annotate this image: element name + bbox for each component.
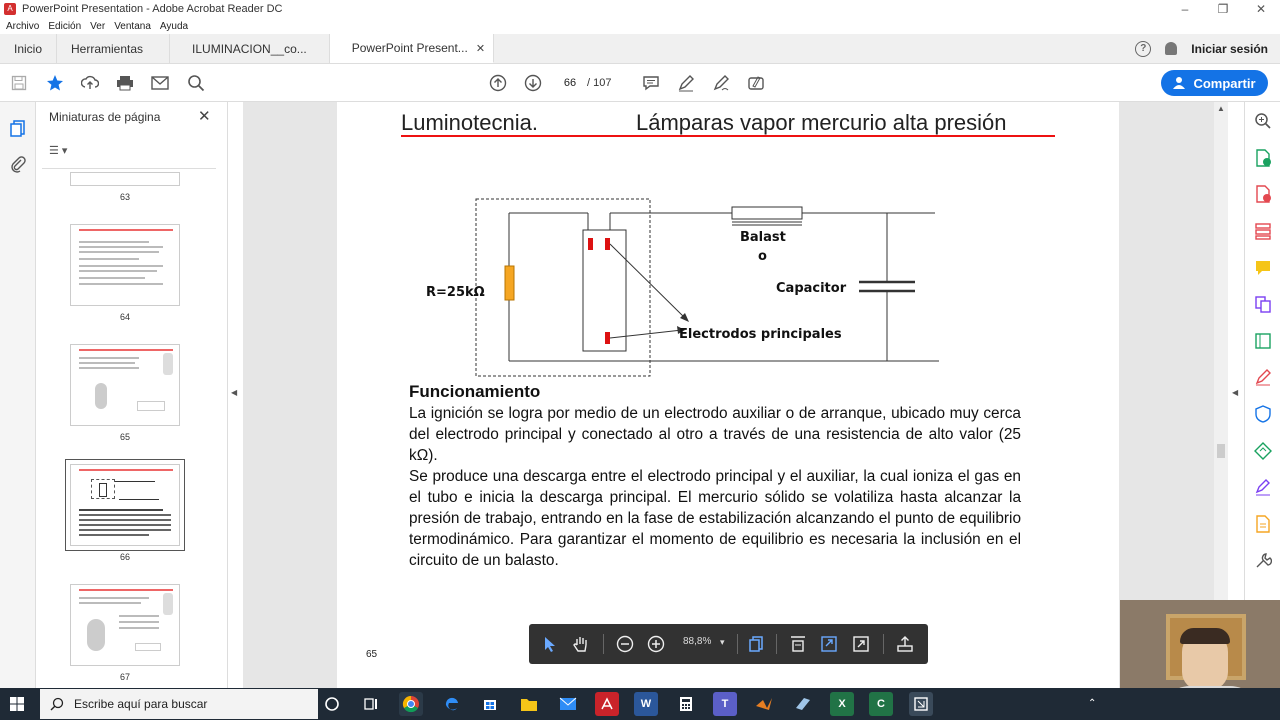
main-electrode-top xyxy=(605,238,610,250)
previous-page-icon[interactable] xyxy=(488,73,508,93)
menu-edicion[interactable]: Edición xyxy=(48,20,82,32)
attachment-icon[interactable] xyxy=(9,155,27,176)
camtasia-icon[interactable]: C xyxy=(869,692,893,716)
windows-taskbar xyxy=(0,688,1280,720)
ballast-label-continued: o xyxy=(758,249,767,264)
highlight-pen-icon[interactable] xyxy=(676,73,696,93)
chrome-icon[interactable] xyxy=(399,692,423,716)
save-icon[interactable] xyxy=(9,73,29,93)
tab-home-label: Inicio xyxy=(14,41,43,56)
search-icon xyxy=(50,697,64,711)
slide-title-right: Lámparas vapor mercurio alta presión xyxy=(636,110,1007,135)
close-thumbnails-icon[interactable]: ✕ xyxy=(198,108,211,125)
page-layout-icon[interactable] xyxy=(746,634,766,654)
share-button[interactable] xyxy=(1161,70,1268,96)
acrobat-icon: A xyxy=(4,3,16,15)
main-electrode-bottom xyxy=(605,332,610,344)
zoom-level[interactable]: 88,8% xyxy=(683,636,712,647)
zoom-tool-icon[interactable] xyxy=(1254,112,1272,130)
select-cursor-icon[interactable] xyxy=(540,634,560,654)
zoom-out-icon[interactable] xyxy=(615,634,635,654)
window-title: PowerPoint Presentation - Adobe Acrobat Reader DC xyxy=(22,3,283,15)
windows-start-icon[interactable] xyxy=(10,697,24,714)
title-bar xyxy=(0,0,1280,18)
matlab-icon[interactable] xyxy=(752,692,776,716)
auxiliary-electrode xyxy=(588,238,593,250)
pdf-page xyxy=(337,102,1119,688)
electrodes-label: Electrodos principales xyxy=(679,327,842,342)
title-underline xyxy=(401,135,1055,137)
share-label: Compartir xyxy=(1193,75,1256,91)
ballast-symbol xyxy=(732,207,802,219)
print-icon[interactable] xyxy=(115,73,135,93)
thumbnail-page-65[interactable] xyxy=(70,344,180,426)
fill-and-sign-icon[interactable] xyxy=(1254,368,1272,386)
window-controls xyxy=(1166,0,1280,18)
full-screen-icon[interactable] xyxy=(851,634,871,654)
tab-tools-label: Herramientas xyxy=(71,41,144,56)
section-heading: Funcionamiento xyxy=(409,382,541,401)
tab-document-iluminacion[interactable] xyxy=(170,34,330,63)
combine-files-icon[interactable] xyxy=(1254,295,1272,313)
minimize-button[interactable]: – xyxy=(1181,2,1189,16)
edit-pdf-icon[interactable] xyxy=(1254,332,1272,350)
thumbnail-page-67[interactable] xyxy=(70,584,180,666)
thumbnails-header: Miniaturas de página xyxy=(49,110,161,124)
fit-page-icon[interactable] xyxy=(819,634,839,654)
slide-title-left: Luminotecnia. xyxy=(401,110,538,135)
calculator-icon[interactable] xyxy=(674,692,698,716)
paragraph-2: Se produce una descarga entre el electrodo principal y el auxiliar, la cual ioniza el gas en el tubo e inicia la descarga principal. El mercurio sólido se volatiliza hasta alcanzar la presión de trabajo, entrando en la fase de estabilización alcanzando el punto de equilibrio termodinámico. Para garantizar el momento de equilibrio es necesaria la inclusión en el circuito de un balasto. xyxy=(409,468,1021,569)
resistor-symbol xyxy=(505,266,514,300)
teams-icon[interactable]: T xyxy=(713,692,737,716)
acrobat-taskbar-icon[interactable] xyxy=(595,692,619,716)
tray-chevron-icon[interactable]: ⌃ xyxy=(1088,698,1097,709)
forms-icon[interactable] xyxy=(1254,515,1272,533)
doc-scroll-up-icon[interactable]: ▲ xyxy=(1217,104,1225,113)
thumbnail-number: 66 xyxy=(120,552,131,562)
floating-toolbar xyxy=(529,624,928,664)
task-view-icon[interactable] xyxy=(359,692,383,716)
sign-tool-icon[interactable] xyxy=(1254,478,1272,496)
lamp-enclosure xyxy=(476,199,650,376)
word-icon[interactable]: W xyxy=(634,692,658,716)
tab-doc1-label: ILUMINACION__co... xyxy=(192,41,307,56)
collapse-right-panel-icon[interactable]: ◀ xyxy=(1232,388,1239,397)
divider xyxy=(42,168,216,169)
sign-icon[interactable] xyxy=(711,73,731,93)
tab-home[interactable] xyxy=(0,34,57,63)
edge-icon[interactable] xyxy=(440,692,464,716)
close-tab-icon[interactable]: ✕ xyxy=(475,42,486,55)
circuit-diagram xyxy=(417,192,957,382)
thumbnail-number: 65 xyxy=(120,432,131,442)
thumbnails-panel xyxy=(36,102,228,688)
collapse-left-panel-icon[interactable]: ◀ xyxy=(231,388,238,397)
thumbnail-number: 64 xyxy=(120,312,131,322)
maximize-button[interactable]: ❐ xyxy=(1217,2,1229,16)
capacitor-label: Capacitor xyxy=(776,281,847,296)
add-user-icon xyxy=(1173,76,1187,90)
menu-bar xyxy=(0,18,1280,34)
body-text xyxy=(409,403,1021,571)
tab-document-powerpoint[interactable] xyxy=(330,34,494,63)
sign-in-link[interactable]: Iniciar sesión xyxy=(1191,41,1268,56)
tab-bar xyxy=(0,34,1280,64)
resistor-label: R=25kΩ xyxy=(426,285,485,300)
star-icon[interactable] xyxy=(45,73,65,93)
comment-tool-icon[interactable] xyxy=(1254,259,1272,277)
cortana-icon[interactable] xyxy=(320,692,344,716)
left-rail xyxy=(0,102,36,688)
more-tools-icon[interactable] xyxy=(1254,552,1272,570)
recorder-icon[interactable] xyxy=(909,692,933,716)
zoom-in-icon[interactable] xyxy=(646,634,666,654)
taskbar-search-box[interactable] xyxy=(40,689,318,719)
zoom-dropdown-icon[interactable]: ▾ xyxy=(720,637,725,647)
page-thumbnails-icon[interactable] xyxy=(9,119,27,140)
taskbar-search-placeholder: Escribe aquí para buscar xyxy=(74,697,208,711)
menu-ventana[interactable]: Ventana xyxy=(114,20,151,32)
store-icon[interactable] xyxy=(478,692,502,716)
export-icon[interactable] xyxy=(895,634,915,654)
thumbnail-page-64[interactable] xyxy=(70,224,180,306)
scroll-mode-icon[interactable] xyxy=(788,634,808,654)
document-viewport[interactable] xyxy=(243,102,1228,688)
system-tray[interactable] xyxy=(1088,698,1096,709)
excel-icon[interactable]: X xyxy=(830,692,854,716)
ballast-label: Balast xyxy=(740,230,786,245)
organize-pages-icon[interactable] xyxy=(1254,222,1272,240)
thumbnail-page-66[interactable] xyxy=(70,464,180,546)
thumbnail-number: 67 xyxy=(120,672,131,682)
document-scroll-handle[interactable] xyxy=(1217,444,1225,458)
file-explorer-icon[interactable] xyxy=(517,692,541,716)
thumbnail-options-dropdown[interactable]: ☰ ▾ xyxy=(49,145,68,157)
app-icon[interactable] xyxy=(791,692,815,716)
next-page-icon[interactable] xyxy=(523,73,543,93)
fill-sign-icon[interactable] xyxy=(746,73,766,93)
upload-cloud-icon[interactable] xyxy=(80,73,100,93)
paragraph-1: La ignición se logra por medio de un electrodo auxiliar o de arranque, ubicado muy cerca del electrodo principal y conectado al otro a través de una resistencia de alto valor (25 kΩ). xyxy=(409,405,1021,464)
menu-ver[interactable]: Ver xyxy=(90,20,106,32)
search-icon[interactable] xyxy=(186,73,206,93)
thumbnail-page-63[interactable] xyxy=(70,172,180,186)
help-icon[interactable]: ? xyxy=(1135,41,1151,57)
email-icon[interactable] xyxy=(150,73,170,93)
main-toolbar xyxy=(0,64,1280,102)
slide-page-number: 65 xyxy=(366,649,378,660)
tab-doc2-label: PowerPoint Present... xyxy=(351,41,468,55)
tab-tools[interactable] xyxy=(57,34,170,63)
export-pdf-icon[interactable] xyxy=(1254,185,1272,203)
mail-icon[interactable] xyxy=(556,692,580,716)
close-window-button[interactable]: ✕ xyxy=(1255,2,1267,16)
protect-icon[interactable] xyxy=(1254,405,1272,423)
compare-icon[interactable] xyxy=(1254,442,1272,460)
create-pdf-icon[interactable] xyxy=(1254,149,1272,167)
hand-tool-icon[interactable] xyxy=(571,634,591,654)
comment-icon[interactable] xyxy=(641,73,661,93)
page-number-input[interactable]: 66 xyxy=(563,77,577,89)
thumbnail-number: 63 xyxy=(120,192,131,202)
menu-ayuda[interactable]: Ayuda xyxy=(159,20,189,32)
menu-archivo[interactable]: Archivo xyxy=(6,20,40,32)
notifications-icon[interactable] xyxy=(1165,42,1177,55)
page-total: / 107 xyxy=(587,77,612,89)
